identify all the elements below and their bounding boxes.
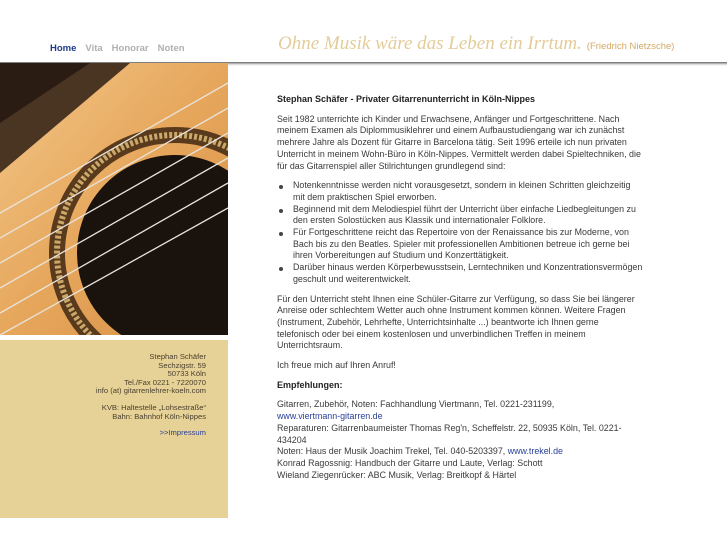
nav-noten[interactable]: Noten [157,43,185,54]
recommendations [277,399,643,481]
header-author: (Friedrich Nietzsche) [586,41,675,52]
rec-book-ziegenruecker: Wieland Ziegenrücker: ABC Musik, Verlag: Breitkopf & Härtel [277,469,517,480]
info-text: Für den Unterricht steht Ihnen eine Schüler-Gitarre zur Verfügung, so dass Sie bei längerer Anreise oder schlechtem Wetter auch ohne Instrument kommen können. Weitere Fragen (Instrument, Zubehör, Lehrhefte, Unterrichtsinhalte ...) beantworte ich Ihnen gerne telefonisch oder bei einem kostenlosen und unverbindlichen Treffen in meinem Unterrichtsraum. [277,293,635,351]
guitar-photo [0,63,228,335]
contact-phone: Tel./Fax 0221 - 7220070 [124,377,206,387]
list-item: Notenkenntnisse werden nicht vorausgesetzt, sondern in kleinen Schritten gleichzeitig mit dem praktischen Spiel erworben. [277,180,643,203]
nav-vita[interactable]: Vita [85,43,103,54]
header-motto: Ohne Musik wäre das Leben ein Irrtum. [278,33,582,54]
main-nav [50,43,185,54]
transport-bahn: Bahn: Bahnhof Köln-Nippes [112,411,206,421]
closing-text: Ich freue mich auf Ihren Anruf! [277,360,396,371]
intro-text: Seit 1982 unterrichte ich Kinder und Erwachsene, Anfänger und Fortgeschrittene. Nach meinem Examen als Diplommusiklehrer und einem Aufbaustudiengang war ich zunächst mehrere Jahre als Dozent für Gitarre in Barcelona tätig. Seit 1996 erteile ich nun privaten Unterricht in meinem Wohn-Büro in Köln-Nippes. Vermittelt werden dabei Spieltechniken, die für das Gitarrenspiel aller Stilrichtungen grundlegend sind: [277,113,641,171]
list-item: Darüber hinaus werden Körperbewusstsein, Lerntechniken und Konzentrationsvermögen geschult und weiterentwickelt. [277,262,643,285]
header-quote [278,33,723,55]
contact-city: 50733 Köln [167,369,206,379]
impressum-link[interactable]: >>Impressum [159,428,206,438]
trekel-link[interactable]: www.trekel.de [507,446,563,457]
rec-repair: Reparaturen: Gitarrenbaumeister Thomas Reg'n, Scheffelstr. 22, 50935 Köln, Tel. 0221-434204 [277,422,622,445]
page-title: Stephan Schäfer - Privater Gitarrenunterricht in Köln-Nippes [277,94,536,104]
transport-kvb: KVB: Haltestelle „Lohsestraße“ [101,402,206,412]
rec-viertmann: Gitarren, Zubehör, Noten: Fachhandlung Viertmann, Tel. 0221-231199, [277,399,555,410]
contact-street: Sechzigstr. 59 [158,360,206,370]
bullet-list [277,180,643,285]
nav-honorar[interactable]: Honorar [111,43,149,54]
contact-name: Stephan Schäfer [149,352,206,361]
rec-book-ragossnig: Konrad Ragossnig: Handbuch der Gitarre und Laute, Verlag: Schott [277,457,543,468]
recommendations-heading: Empfehlungen: [277,379,343,390]
viertmann-link[interactable]: www.viertmann-gitarren.de [277,411,383,422]
contact-email: info (at) gitarrenlehrer-koeln.com [95,386,206,396]
list-item: Beginnend mit dem Melodiespiel führt der Unterricht über einfache Liedbegleitungen zu den ersten Solostücken aus Klassik und internationaler Folklore. [277,204,643,227]
nav-home[interactable]: Home [50,43,77,54]
main-content [277,94,643,481]
rec-trekel: Noten: Haus der Musik Joachim Trekel, Tel. 040-5203397, [277,446,508,457]
list-item: Für Fortgeschrittene reicht das Repertoire von der Renaissance bis zur Moderne, von Bach bis zu den Beatles. Spieler mit professionellen Ambitionen betreue ich gerne bei ihren Vorbereitungen auf Studium und Konzerttätigkeit. [277,227,643,262]
contact-box [0,340,228,518]
